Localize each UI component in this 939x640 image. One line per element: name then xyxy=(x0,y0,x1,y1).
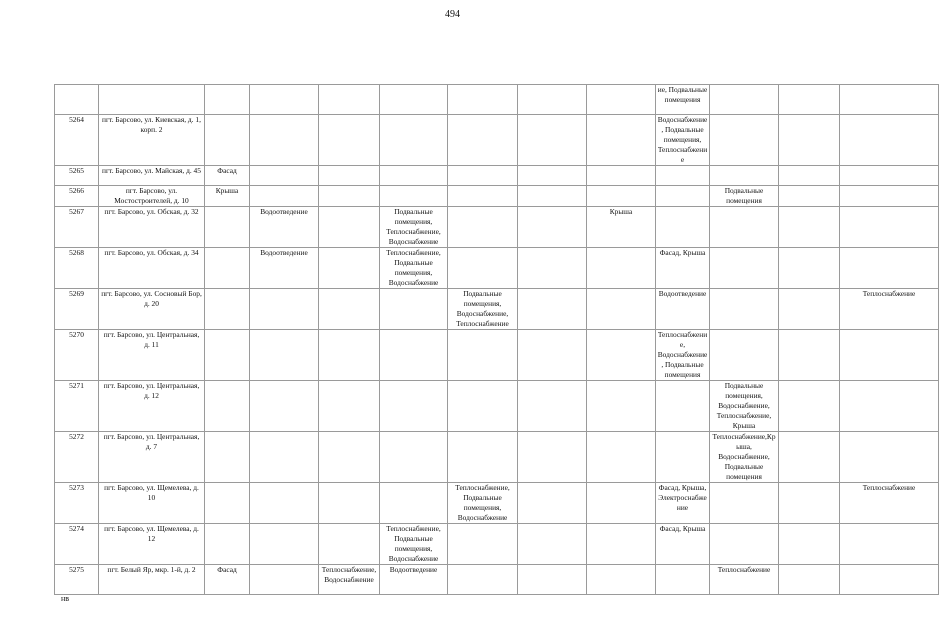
row-id: 5267 xyxy=(55,207,99,248)
table-cell: Подвальные помещения, Водоснабжение, Теплоснабжение xyxy=(448,289,518,330)
row-id: 5264 xyxy=(55,115,99,166)
table-cell: Фасад, Крыша xyxy=(656,524,710,565)
row-id: 5268 xyxy=(55,248,99,289)
row-id: 5275 xyxy=(55,565,99,595)
table-cell xyxy=(380,85,448,115)
table-cell: Теплоснабжение xyxy=(840,483,939,524)
table-cell: Водоотведение xyxy=(250,207,319,248)
table-cell xyxy=(587,85,656,115)
table-cell: Подвальные помещения, Водоснабжение, Теплоснабжение, Крыша xyxy=(710,381,779,432)
row-address: пгт. Белый Яр, мкр. 1-й, д. 2 xyxy=(99,565,205,595)
page-number: 494 xyxy=(445,9,460,20)
table-row xyxy=(55,330,939,381)
table-cell: Водоотведение xyxy=(380,565,448,595)
table-row xyxy=(55,115,939,166)
table-cell: Крыша xyxy=(205,186,250,207)
table-cell xyxy=(99,85,205,115)
row-id: 5271 xyxy=(55,381,99,432)
table-cell xyxy=(448,85,518,115)
row-address: пгт. Барсово, ул. Обская, д. 34 xyxy=(99,248,205,289)
row-address: пгт. Барсово, ул. Мостостроителей, д. 10 xyxy=(99,186,205,207)
table-cell: Подвальные помещения, Теплоснабжение, Водоснабжение xyxy=(380,207,448,248)
row-address: пгт. Барсово, ул. Майская, д. 45 xyxy=(99,166,205,186)
row-id: 5274 xyxy=(55,524,99,565)
table-cell xyxy=(710,85,779,115)
table-row xyxy=(55,483,939,524)
row-id: 5265 xyxy=(55,166,99,186)
table-cell: Водоснабжение, Подвальные помещения, Теплоснабжение xyxy=(656,115,710,166)
table-cell: Подвальные помещения xyxy=(710,186,779,207)
repair-schedule-table xyxy=(54,84,939,595)
table-cell: Теплоснабжение, Подвальные помещения, Водоснабжение xyxy=(448,483,518,524)
table-cell xyxy=(840,85,939,115)
table-cell xyxy=(205,85,250,115)
table-row xyxy=(55,432,939,483)
table-row xyxy=(55,186,939,207)
table-cell xyxy=(319,85,380,115)
table-cell: Теплоснабжение, Водоснабжение, Подвальные помещения xyxy=(656,330,710,381)
table-cell: Теплоснабжение,Крыша, Водоснабжение, Подвальные помещения xyxy=(710,432,779,483)
row-address: пгт. Барсово, ул. Щемелева, д. 12 xyxy=(99,524,205,565)
table-row xyxy=(55,381,939,432)
table-cell: Водоотведение xyxy=(656,289,710,330)
table-cell: Крыша xyxy=(587,207,656,248)
row-id: 5269 xyxy=(55,289,99,330)
table-row xyxy=(55,565,939,595)
table-cell: Теплоснабжение, Водоснабжение xyxy=(319,565,380,595)
table-row xyxy=(55,248,939,289)
row-address: пгт. Барсово, ул. Обская, д. 32 xyxy=(99,207,205,248)
row-address: пгт. Барсово, ул. Центральная, д. 12 xyxy=(99,381,205,432)
table-cell xyxy=(779,85,840,115)
row-address: пгт. Барсово, ул. Центральная, д. 7 xyxy=(99,432,205,483)
table-cell xyxy=(55,85,99,115)
table-cell: Теплоснабжение, Подвальные помещения, Водоснабжение xyxy=(380,248,448,289)
row-id: 5273 xyxy=(55,483,99,524)
table-cell xyxy=(518,85,587,115)
table-cell: Фасад, Крыша, Электроснабжение xyxy=(656,483,710,524)
table-row xyxy=(55,166,939,186)
table-cell: Фасад, Крыша xyxy=(656,248,710,289)
row-id: 5272 xyxy=(55,432,99,483)
footer-initials: нв xyxy=(61,594,70,603)
table-row xyxy=(55,524,939,565)
row-address: пгт. Барсово, ул. Сосновый Бор, д. 20 xyxy=(99,289,205,330)
table-row xyxy=(55,85,939,115)
row-address: пгт. Барсово, ул. Щемелева, д. 10 xyxy=(99,483,205,524)
table-cell: Теплоснабжение, Подвальные помещения, Водоснабжение xyxy=(380,524,448,565)
row-id: 5270 xyxy=(55,330,99,381)
row-address: пгт. Барсово, ул. Центральная, д. 11 xyxy=(99,330,205,381)
row-id: 5266 xyxy=(55,186,99,207)
table-cell: ие, Подвальные помещения xyxy=(656,85,710,115)
table-row xyxy=(55,207,939,248)
table-cell: Водоотведение xyxy=(250,248,319,289)
table-cell xyxy=(250,85,319,115)
table-cell: Фасад xyxy=(205,565,250,595)
table-cell: Теплоснабжение xyxy=(840,289,939,330)
table-cell: Теплоснабжение xyxy=(710,565,779,595)
row-address: пгт. Барсово, ул. Киевская, д. 1, корп. 2 xyxy=(99,115,205,166)
table-row xyxy=(55,289,939,330)
table-cell: Фасад xyxy=(205,166,250,186)
